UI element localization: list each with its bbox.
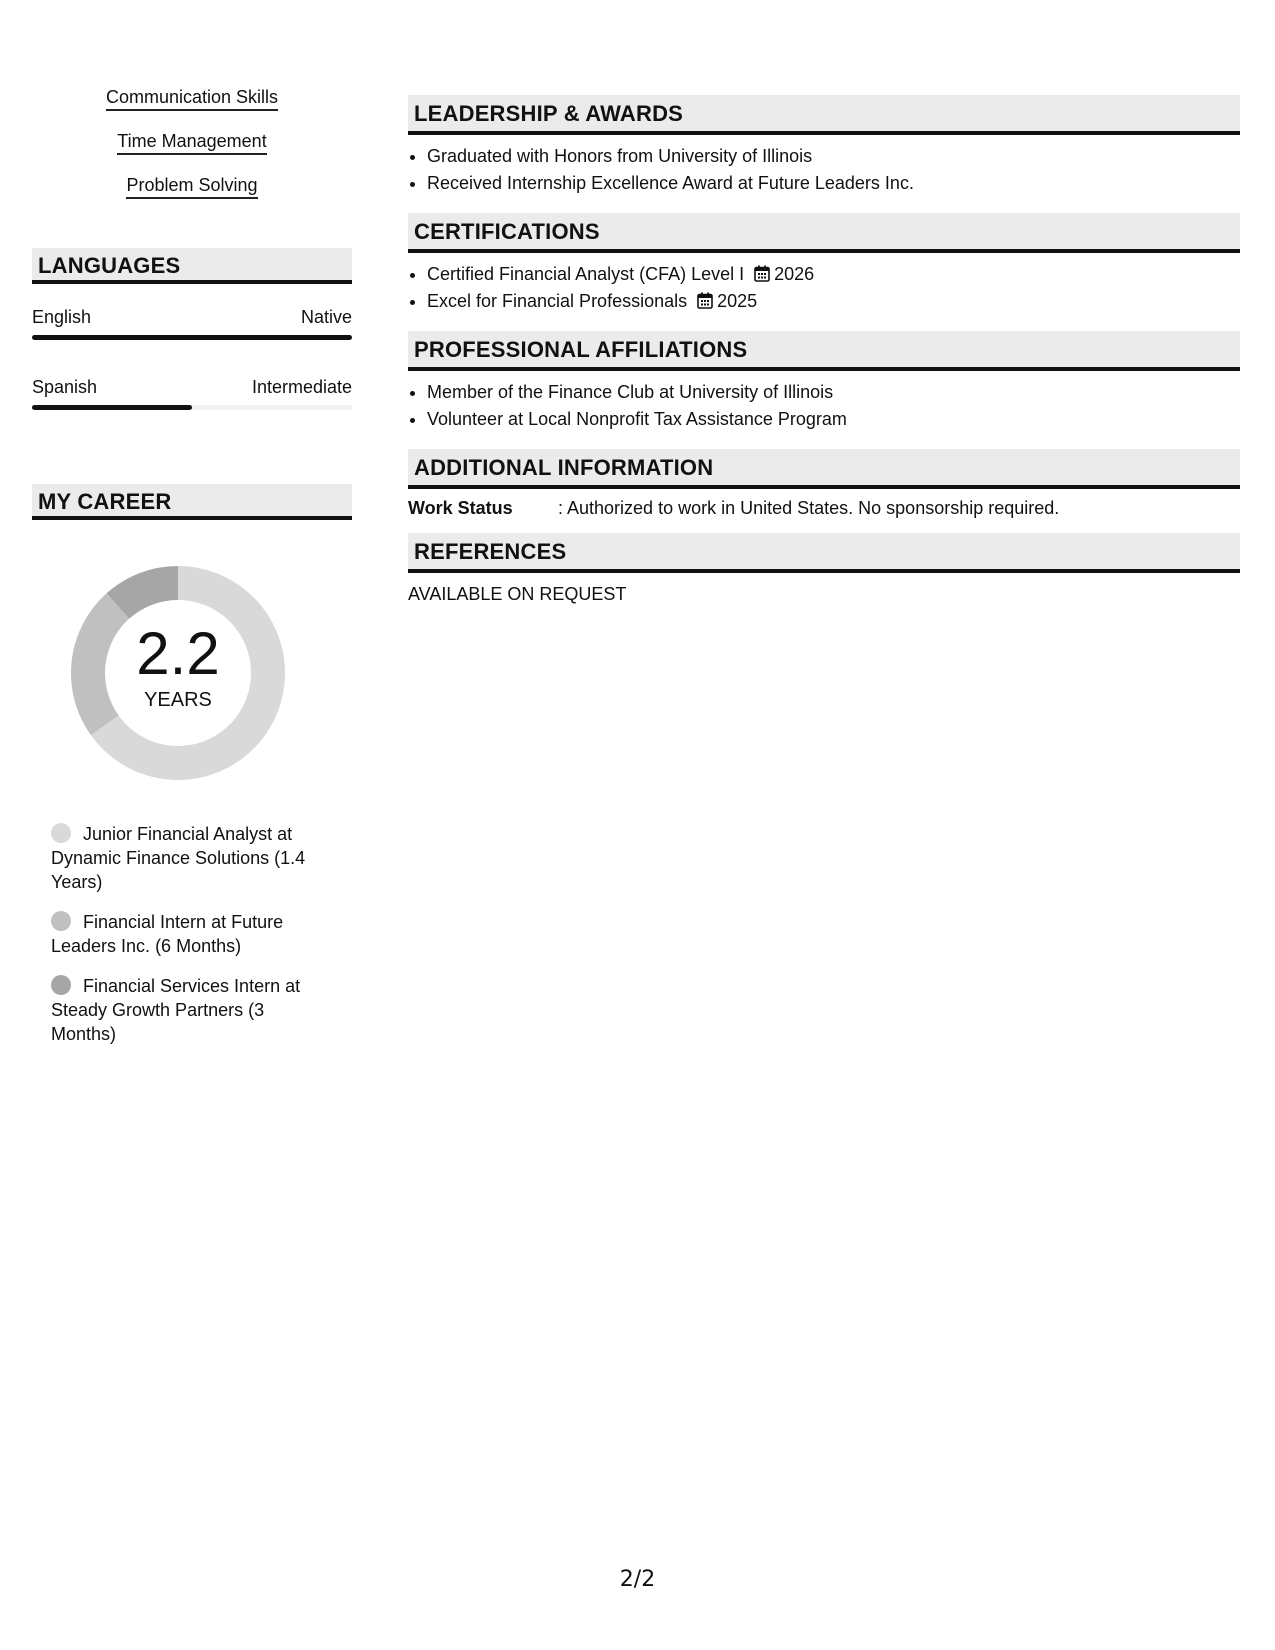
skill-tag[interactable]: Problem Solving [126,174,257,199]
legend-label: Junior Financial Analyst at Dynamic Finance Solutions (1.4 Years) [51,824,306,892]
languages-heading: LANGUAGES [32,248,352,284]
legend-label: Financial Intern at Future Leaders Inc. (6 Months) [51,912,284,956]
legend-dot [51,975,71,995]
affiliations-list [408,379,1240,433]
language-bar [32,335,352,340]
career-legend [32,822,321,1046]
calendar-icon [754,265,770,282]
language-level: Intermediate [251,377,352,397]
list-item [427,261,1240,288]
certification-name: Excel for Financial Professionals [427,291,688,311]
legend-item [51,822,321,894]
certification-year: 2026 [774,264,815,284]
leadership-list [408,143,1240,197]
legend-dot [51,911,71,931]
language-bar [32,405,352,410]
affiliations-heading: PROFESSIONAL AFFILIATIONS [408,331,1240,371]
left-column [32,86,352,1062]
references-heading: REFERENCES [408,533,1240,573]
list-item [427,288,1240,315]
certification-name: Certified Financial Analyst (CFA) Level I [427,264,745,284]
language-level: Native [300,307,352,327]
calendar-icon [697,292,713,309]
career-donut-chart [65,560,291,786]
language-english [32,306,352,340]
career-total-unit: YEARS [144,689,212,711]
skill-tag[interactable]: Communication Skills [106,86,278,111]
skill-tag[interactable]: Time Management [117,130,266,155]
work-status-row [408,497,1240,519]
language-spanish [32,376,352,410]
list-item: • Member of the Finance Club at University of Illinois [427,379,1240,406]
page-number: 2/2 [619,1567,656,1592]
language-bar-fill [32,335,352,340]
certifications-list [408,261,1240,315]
legend-item [51,910,321,958]
list-item: • Graduated with Honors from University of Illinois [427,143,1240,170]
additional-info-heading: ADDITIONAL INFORMATION [408,449,1240,489]
language-name: English [32,307,92,327]
references-text: AVAILABLE ON REQUEST [408,584,627,604]
leadership-heading: LEADERSHIP & AWARDS [408,95,1240,135]
donut-center [65,560,291,786]
work-status-label: Work Status [408,498,513,518]
certification-year: 2025 [717,291,758,311]
legend-dot [51,823,71,843]
career-total-value: 2.2 [136,620,220,687]
language-name: Spanish [32,377,98,397]
list-item: • Received Internship Excellence Award at Future Leaders Inc. [427,170,1240,197]
legend-item [51,974,321,1046]
language-bar-fill [32,405,192,410]
career-heading: MY CAREER [32,484,352,520]
work-status-value: : Authorized to work in United States. No sponsorship required. [558,498,1060,518]
skills-list [32,86,352,218]
right-column [408,95,1240,605]
list-item: • Volunteer at Local Nonprofit Tax Assistance Program [427,406,1240,433]
certifications-heading: CERTIFICATIONS [408,213,1240,253]
legend-label: Financial Services Intern at Steady Growth Partners (3 Months) [51,976,301,1044]
